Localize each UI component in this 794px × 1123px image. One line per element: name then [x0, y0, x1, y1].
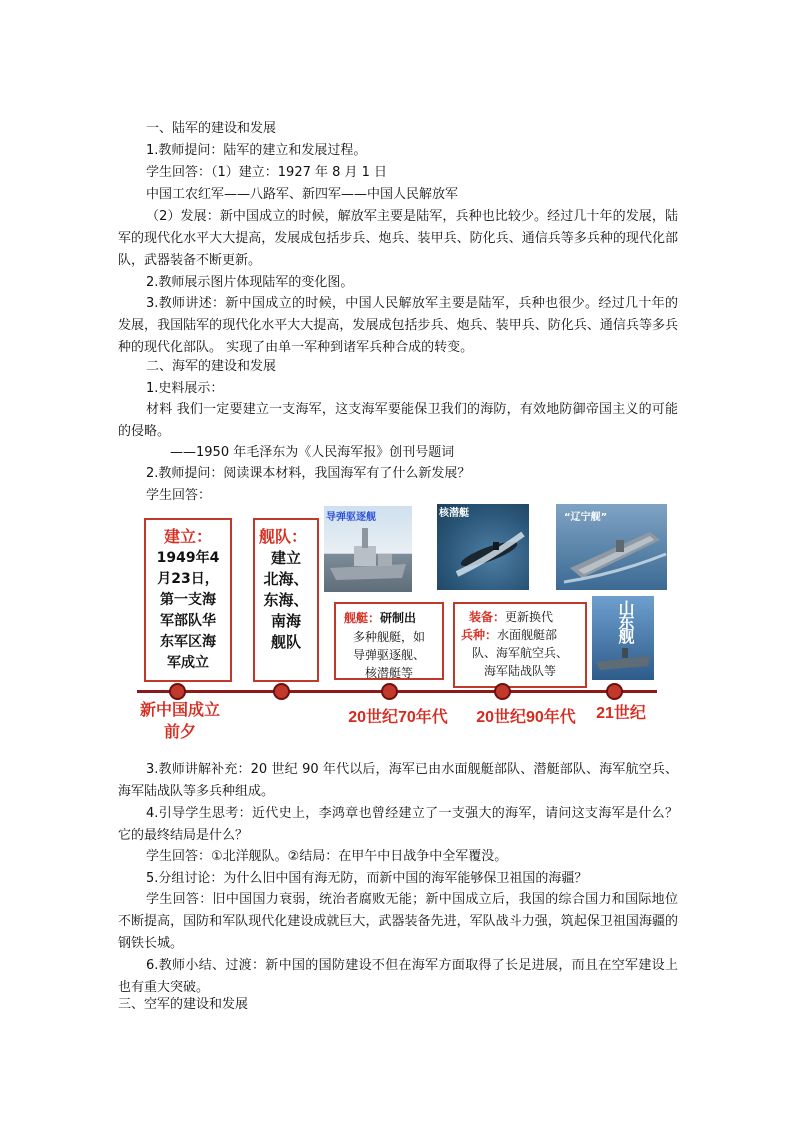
- teacher-summary: 6.教师小结、过渡：新中国的国防建设不但在海军方面取得了长足进展，而且在空军建设上也有重大突破。: [118, 958, 678, 995]
- timeline-label-founding-line1: 新中国成立: [139, 702, 220, 719]
- box-founding-line: 军部队华: [160, 613, 216, 629]
- box-fleets-line: 建立: [270, 549, 301, 567]
- box-equipment-text: 更新换代: [505, 610, 554, 624]
- student-answer-1: 学生回答：（1）建立：1927 年 8 月 1 日: [146, 165, 388, 180]
- box-founding-title: 建立：: [164, 529, 213, 546]
- teacher-narration-army: 3.教师讲述：新中国成立的时候，中国人民解放军主要是陆军，兵种也很少。经过几十年的发展，我国陆军的现代化水平大大提高，发展成包括步兵、炮兵、装甲兵、防化兵、通信兵等多兵种的现代化部队。 实现了由单一军种到诸军兵种合成的转变。: [118, 296, 678, 355]
- timeline-dot: [381, 683, 398, 700]
- timeline-label-founding: [130, 700, 230, 744]
- box-founding-line: 第一支海: [160, 592, 216, 608]
- timeline-label-founding-line2: 前夕: [163, 724, 196, 741]
- box-vessels-text: 研制出: [380, 611, 417, 625]
- section-heading-airforce: 三、空军的建设和发展: [118, 997, 249, 1012]
- liaoning-carrier-image: [556, 504, 667, 590]
- student-answer-discussion: 学生回答：旧中国国力衰弱，统治者腐败无能；新中国成立后，我国的综合国力和国际地位不断提高，国防和军队现代化建设成就巨大，武器装备先进，军队战斗力强，筑起保卫祖国海疆的钢铁长城。: [118, 892, 678, 951]
- box-founding: [144, 518, 232, 682]
- timeline-label-21st: 21世纪: [596, 705, 646, 722]
- army-development-paragraph: （2）发展：新中国成立的时候，解放军主要是陆军，兵种也比较少。经过几十年的发展，陆军的现代化水平大大提高，发展成包括步兵、炮兵、装甲兵、防化兵、通信兵等多兵种的现代化部队，武器装备不断更新。: [118, 209, 678, 268]
- shandong-carrier-image: [592, 596, 654, 680]
- box-vessels-title: 舰艇：: [344, 611, 381, 625]
- box-fleets-line: 南海: [270, 612, 301, 630]
- box-founding-line: 军成立: [167, 655, 209, 671]
- teacher-show-pictures: 2.教师展示图片体现陆军的变化图。: [146, 275, 354, 290]
- box-branches-text: 水面舰艇部: [497, 628, 558, 642]
- box-founding-line: 月23日，: [157, 571, 219, 587]
- shandong-caption: 山东舰: [616, 600, 635, 642]
- group-discussion: 5.分组讨论：为什么旧中国有海无防，而新中国的海军能够保卫祖国的海疆？: [146, 871, 588, 886]
- box-founding-line: 1949年4: [156, 550, 220, 566]
- material-source: ——1950 年毛泽东为《人民海军报》创刊号题词: [170, 445, 455, 460]
- student-answer-label: 学生回答：: [146, 488, 212, 503]
- box-branches-title: 兵种：: [461, 628, 498, 642]
- box-vessels-line: 导弹驱逐舰、: [352, 648, 425, 662]
- timeline-dot: [273, 683, 290, 700]
- box-fleets: [253, 518, 319, 682]
- box-fleets-title: 舰队：: [259, 529, 308, 546]
- box-fleets-line: 舰队: [270, 633, 301, 651]
- box-equipment: [453, 602, 587, 688]
- box-vessels-line: 多种舰艇，如: [352, 630, 425, 644]
- army-lineage: 中国工农红军——八路军、新四军——中国人民解放军: [146, 187, 459, 202]
- destroyer-image: [324, 506, 412, 592]
- teacher-question-1: 1.教师提问：陆军的建立和发展过程。: [146, 143, 367, 158]
- section-heading-army: 一、陆军的建设和发展: [146, 121, 277, 136]
- teacher-supplement: 3.教师讲解补充：20 世纪 90 年代以后，海军已由水面舰艇部队、潜艇部队、海军航空兵、海军陆战队等多兵种组成。: [118, 762, 678, 799]
- guided-thinking: 4.引导学生思考：近代史上，李鸿章也曾经建立了一支强大的海军，请问这支海军是什么？它的最终结局是什么？: [118, 806, 678, 843]
- material-display-label: 1.史料展示：: [146, 381, 224, 396]
- timeline-label-1990s: 20世纪90年代: [476, 709, 576, 726]
- box-fleets-line: 东海、: [263, 591, 309, 609]
- historical-material: 材料 我们一定要建立一支海军，这支海军要能保卫我们的海防，有效地防御帝国主义的可能的侵略。: [118, 402, 678, 439]
- timeline-label-1970s: 20世纪70年代: [348, 709, 448, 726]
- student-answer-beiyang: 学生回答：①北洋舰队。②结局：在甲午中日战争中全军覆没。: [146, 849, 508, 864]
- box-branches-line: 海军陆战队等: [483, 664, 556, 678]
- destroyer-caption: 导弹驱逐舰: [326, 512, 376, 523]
- box-fleets-line: 北海、: [263, 570, 309, 588]
- timeline-dot: [169, 683, 186, 700]
- teacher-question-navy: 2.教师提问：阅读课本材料，我国海军有了什么新发展？: [146, 466, 471, 481]
- submarine-image: [437, 504, 529, 590]
- box-vessels: [334, 602, 444, 680]
- timeline-dot: [494, 683, 511, 700]
- box-vessels-line: 核潜艇等: [364, 666, 413, 680]
- timeline-dot: [606, 683, 623, 700]
- box-founding-line: 东军区海: [160, 634, 216, 650]
- section-heading-navy: 二、海军的建设和发展: [146, 359, 277, 374]
- submarine-caption: 核潜艇: [439, 508, 469, 519]
- box-branches-line: 队、海军航空兵、: [471, 646, 568, 660]
- liaoning-caption: “辽宁舰”: [564, 512, 608, 523]
- box-equipment-title: 装备：: [469, 610, 506, 624]
